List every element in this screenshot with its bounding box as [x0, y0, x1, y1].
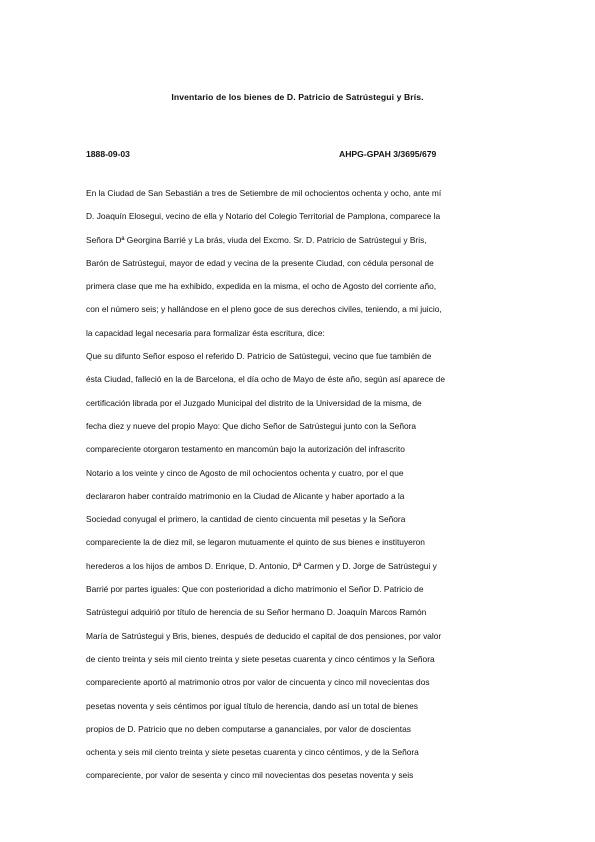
body-line: herederos a los hijos de ambos D. Enrique, D. Antonio, Dª Carmen y D. Jorge de Satrústegui y [86, 560, 437, 571]
document-title: Inventario de los bienes de D. Patricio de Satrústegui y Brís. [171, 92, 424, 102]
body-line: fecha diez y nueve del propio Mayo: Que dicho Señor de Satrústegui junto con la Señora [86, 420, 417, 431]
body-line: de ciento treinta y seis mil ciento treinta y siete pesetas cuarenta y cinco céntimos y la Señora [86, 653, 435, 664]
body-line: Que su difunto Señor esposo el referido D. Patricio de Satústegui, vecino que fue también de [86, 351, 432, 362]
body-line: ésta Ciudad, falleció en la de Barcelona, el día ocho de Mayo de éste año, según así aparece de [86, 374, 445, 385]
body-line: certificación librada por el Juzgado Municipal del distrito de la Universidad de la misma, de [86, 397, 422, 408]
body-line: pesetas noventa y seis céntimos por igual título de herencia, dando así un total de bienes [86, 700, 418, 711]
document-date: 1888-09-03 [86, 149, 130, 159]
body-line: primera clase que me ha exhibido, expedida en la misma, el ocho de Agosto del corriente año, [86, 281, 437, 292]
body-line: Barrié por partes iguales: Que con posterioridad a dicho matrimonio el Señor D. Patricio de [86, 584, 424, 595]
body-line: propios de D. Patricio que no deben computarse a gananciales, por valor de doscientas [86, 723, 411, 734]
body-line: la capacidad legal necesaria para formalizar ésta escritura, dice: [86, 327, 325, 338]
body-line: Satrústegui adquirió por título de herencia de su Señor hermano D. Joaquín Marcos Ramón [86, 607, 427, 618]
body-line: Señora Dª Georgina Barrié y La brás, viuda del Excmo. Sr. D. Patricio de Satrústegui y Bris, [86, 234, 427, 245]
body-line: María de Satrústegui y Bris, bienes, después de deducido el capital de dos pensiones, por valor [86, 630, 442, 641]
body-line: compareciente, por valor de sesenta y cinco mil novecientas dos pesetas noventa y seis [86, 770, 414, 781]
body-line: D. Joaquín Elosegui, vecino de ella y Notario del Colegio Territorial de Pamplona, comparece la [86, 211, 441, 222]
body-line: declararon haber contraído matrimonio en la Ciudad de Alicante y haber aportado a la [86, 490, 405, 501]
body-line: Notario a los veinte y cinco de Agosto de mil ochocientos ochenta y cuatro, por el que [86, 467, 404, 478]
body-line: compareciente otorgaron testamento en mancomún bajo la autorización del infrascrito [86, 444, 405, 455]
body-line: Barón de Satrústegui, mayor de edad y vecina de la presente Ciudad, con cédula personal de [86, 257, 434, 268]
body-line: En la Ciudad de San Sebastián a tres de Setiembre de mil ochocientos ochenta y ocho, ante mí [86, 188, 442, 198]
body-line: Sociedad conyugal el primero, la cantidad de ciento cincuenta mil pesetas y la Señora [86, 514, 406, 525]
archive-reference: AHPG-GPAH 3/3695/679 [339, 149, 437, 159]
document-body [86, 186, 516, 792]
body-line: ochenta y seis mil ciento treinta y siete pesetas cuarenta y cinco céntimos, y de la Señora [86, 747, 419, 758]
body-line: compareciente la de diez mil, se legaron mutuamente el quinto de sus bienes e instituyeron [86, 537, 425, 548]
body-line: compareciente aportó al matrimonio otros por valor de cincuenta y cinco mil novecientas dos [86, 677, 430, 688]
body-line: con el número seis; y hallándose en el pleno goce de sus derechos civiles, teniendo, a mi juicio, [86, 304, 442, 315]
